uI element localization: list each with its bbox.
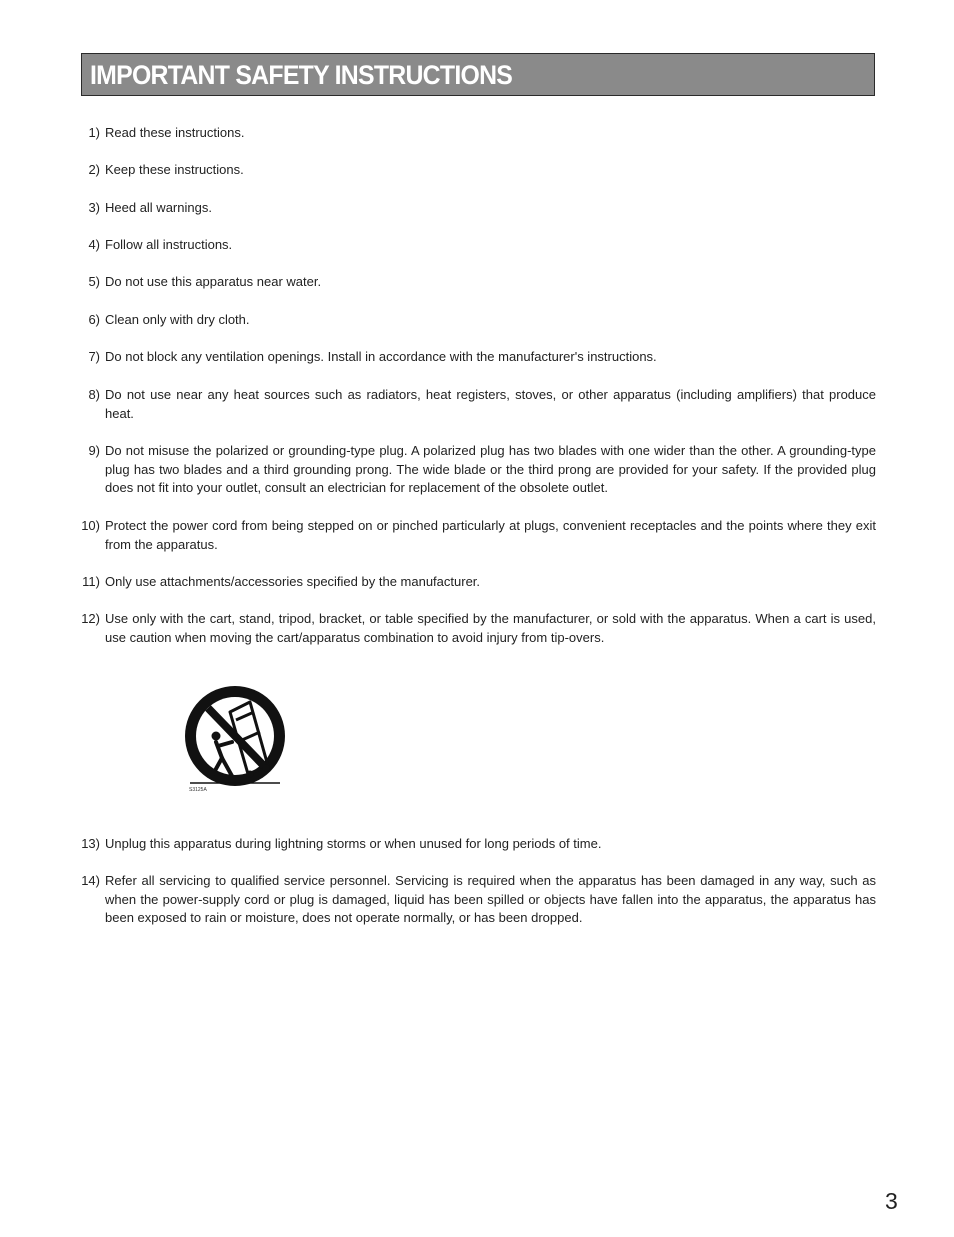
item-text: Do not block any ventilation openings. Install in accordance with the manufacturer's instructions.	[105, 349, 657, 364]
item-number: 6)	[88, 312, 100, 327]
list-item	[80, 236, 876, 255]
list-item	[80, 872, 876, 928]
item-number: 2)	[88, 162, 100, 177]
item-number: 3)	[88, 200, 100, 215]
list-item	[80, 835, 876, 854]
item-text: Clean only with dry cloth.	[105, 312, 250, 327]
item-text: Keep these instructions.	[105, 162, 244, 177]
item-number: 11)	[82, 574, 100, 589]
item-number: 10)	[81, 518, 100, 533]
list-item	[80, 124, 876, 143]
item-number: 7)	[88, 349, 100, 364]
list-item	[80, 273, 876, 292]
list-item	[80, 311, 876, 330]
title-banner	[81, 53, 875, 96]
item-number: 9)	[88, 443, 100, 458]
page-title: IMPORTANT SAFETY INSTRUCTIONS	[90, 60, 513, 90]
list-item	[80, 199, 876, 218]
item-number: 14)	[81, 873, 100, 888]
item-text: Read these instructions.	[105, 125, 245, 140]
list-item	[80, 610, 876, 647]
item-text: Do not misuse the polarized or grounding-type plug. A polarized plug has two blades with one wider than the other. A grounding-type plug has two blades and a third grounding prong. The wide blade or the third prong are provided for your safety. If the provided plug does not fit into your outlet, consult an electrician for replacement of the obsolete outlet.	[105, 443, 876, 495]
list-item	[80, 161, 876, 180]
cart-tip-over-warning-icon	[178, 684, 293, 796]
list-item	[80, 442, 876, 498]
item-number: 8)	[88, 387, 100, 402]
item-text: Only use attachments/accessories specified by the manufacturer.	[105, 574, 481, 589]
item-text: Use only with the cart, stand, tripod, bracket, or table specified by the manufacturer, or sold with the apparatus. When a cart is used, use caution when moving the cart/apparatus combination to avoid injury from tip-overs.	[105, 611, 876, 645]
list-item	[80, 573, 876, 592]
item-number: 13)	[81, 836, 100, 851]
item-number: 12)	[81, 611, 100, 626]
item-number: 5)	[88, 274, 100, 289]
item-text: Heed all warnings.	[105, 200, 212, 215]
item-number: 1)	[88, 125, 100, 140]
item-text: Do not use near any heat sources such as radiators, heat registers, stoves, or other apparatus (including amplifiers) that produce heat.	[105, 387, 876, 421]
item-text: Do not use this apparatus near water.	[105, 274, 322, 289]
list-item	[80, 386, 876, 423]
item-text: Unplug this apparatus during lightning storms or when unused for long periods of time.	[105, 836, 602, 851]
item-number: 4)	[88, 237, 100, 252]
page-number: 3	[885, 1188, 898, 1214]
list-item	[80, 517, 876, 554]
item-text: Follow all instructions.	[105, 237, 233, 252]
list-item	[80, 348, 876, 367]
item-text: Protect the power cord from being stepped on or pinched particularly at plugs, convenient receptacles and the points where they exit from the apparatus.	[105, 518, 876, 552]
item-text: Refer all servicing to qualified service personnel. Servicing is required when the apparatus has been damaged in any way, such as when the power-supply cord or plug is damaged, liquid has been spilled or objects have fallen into the apparatus, the apparatus has been exposed to rain or moisture, does not operate normally, or has been dropped.	[105, 873, 876, 925]
symbol-code: S3125A	[189, 787, 207, 793]
